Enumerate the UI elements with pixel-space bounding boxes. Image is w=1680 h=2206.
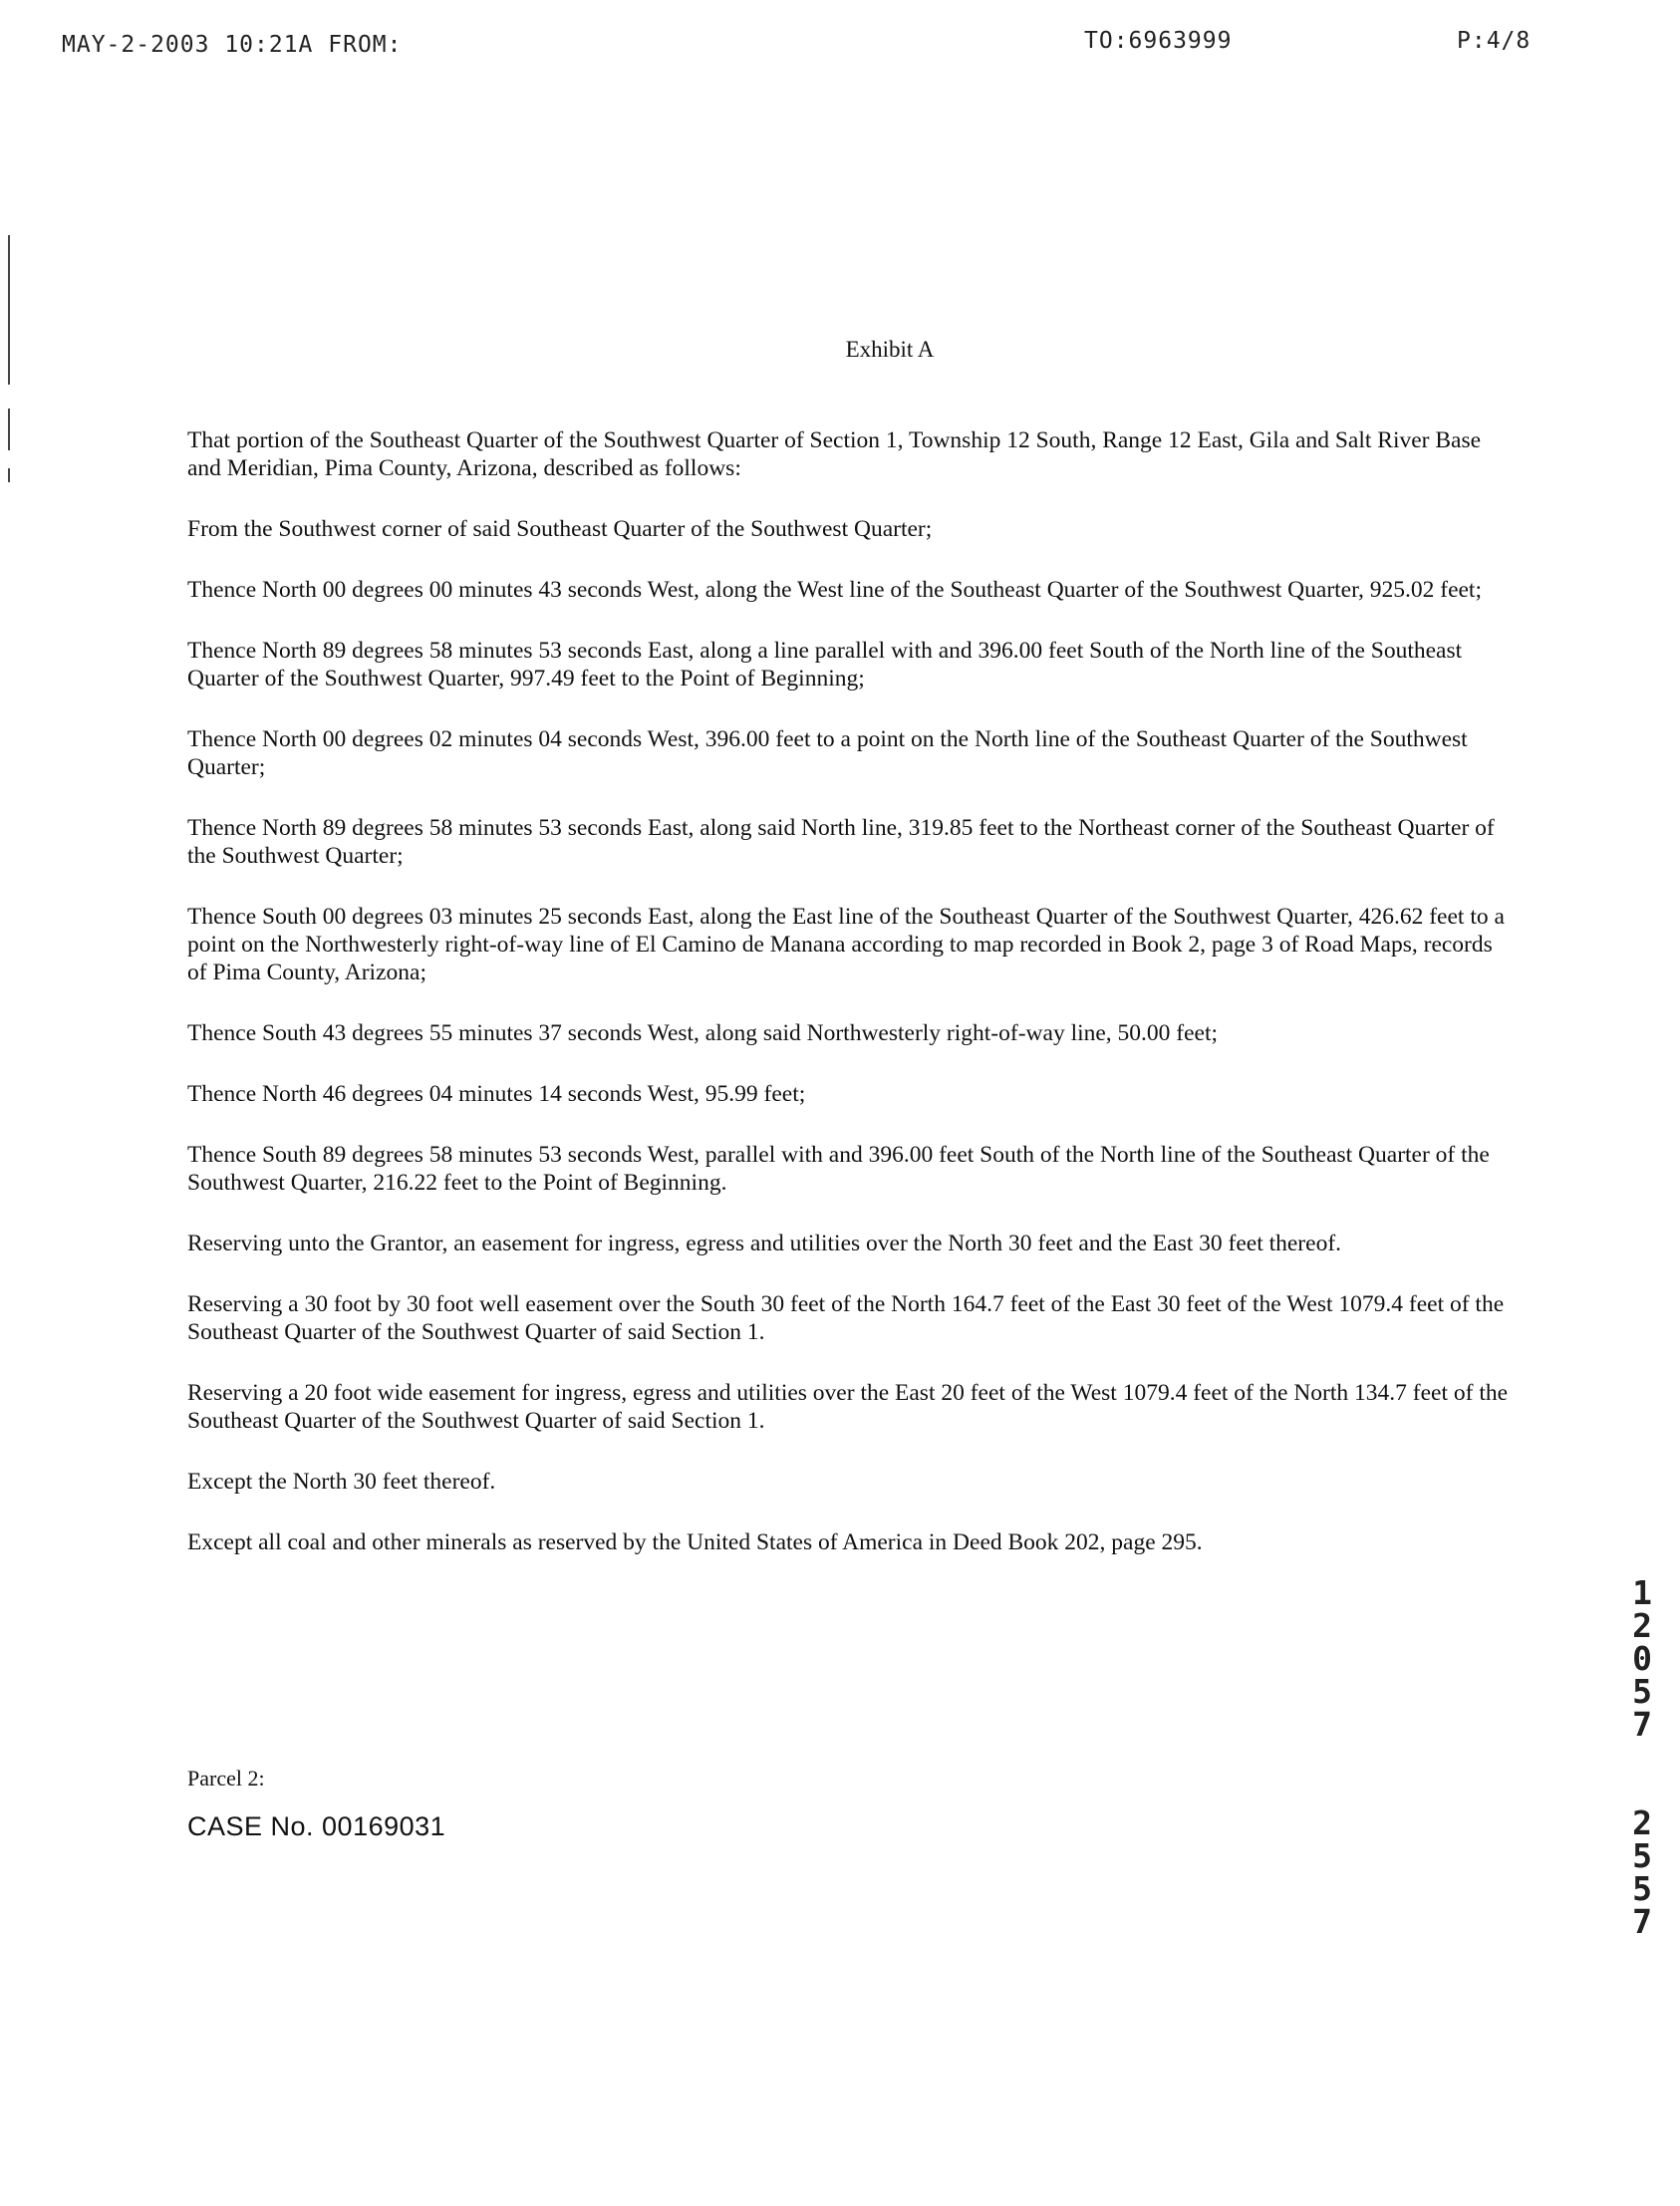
- parcel-label: Parcel 2:: [187, 1766, 265, 1791]
- paragraph-reservation-1: Reserving unto the Grantor, an easement for ingress, egress and utilities over the North 30 feet and the East 30 feet thereof.: [187, 1231, 1342, 1256]
- stamp-digit: 1: [1632, 1573, 1652, 1612]
- stamp-digit: 5: [1632, 1672, 1652, 1711]
- paragraph-course-7: Thence North 46 degrees 04 minutes 14 seconds West, 95.99 feet;: [187, 1081, 806, 1107]
- fax-header: [0, 24, 1680, 64]
- paragraph-from: From the Southwest corner of said Southeast Quarter of the Southwest Quarter;: [187, 516, 933, 542]
- stamp-spacer: [1622, 1741, 1662, 1806]
- stamp-digit: 5: [1632, 1869, 1652, 1908]
- fax-recipient: TO:6963999: [1084, 28, 1233, 54]
- paragraph-exception-2: Except all coal and other minerals as reserved by the United States of America in Deed Book 202, page 295.: [187, 1529, 1203, 1555]
- fax-date-time: MAY-2-2003 10:21A FROM:: [62, 32, 403, 58]
- fax-page-number: P:4/8: [1457, 28, 1532, 54]
- scan-margin-line: [8, 468, 10, 482]
- paragraph-reservation-2: Reserving a 30 foot by 30 foot well easement over the South 30 feet of the North 164.7 feet of the East 30 feet of the West 1079.4 feet of the Southeast Quarter of the Southwest Quarter of said Section 1.: [187, 1291, 1505, 1345]
- case-number: CASE No. 00169031: [187, 1811, 446, 1841]
- paragraph-course-2: Thence North 89 degrees 58 minutes 53 seconds East, along a line parallel with and 396.00 feet South of the North line of the Southeast Quarter of the Southwest Quarter, 997.49 feet to the Point of Beginning;: [187, 638, 1463, 691]
- stamp-digit: 7: [1632, 1705, 1652, 1744]
- docket-stamp: [1622, 1573, 1662, 1941]
- paragraph-reservation-3: Reserving a 20 foot wide easement for ingress, egress and utilities over the East 20 feet of the West 1079.4 feet of the North 134.7 feet of the Southeast Quarter of the Southwest Quarter of said Section 1.: [187, 1380, 1509, 1434]
- scan-margin-line: [8, 409, 10, 450]
- legal-description: [187, 426, 1513, 1589]
- paragraph-course-5: Thence South 00 degrees 03 minutes 25 seconds East, along the East line of the Southeast Quarter of the Southwest Quarter, 426.62 feet to a point on the Northwesterly right-of-way line of El Camino de Manana according to map recorded in Book 2, page 3 of Road Maps, records of Pima County, Arizona;: [187, 904, 1505, 985]
- stamp-digit: 2: [1632, 1606, 1652, 1645]
- paragraph-course-4: Thence North 89 degrees 58 minutes 53 seconds East, along said North line, 319.85 feet to the Northeast corner of the Southeast Quarter of the Southwest Quarter;: [187, 815, 1495, 869]
- exhibit-title: Exhibit A: [845, 337, 935, 362]
- paragraph-course-8: Thence South 89 degrees 58 minutes 53 seconds West, parallel with and 396.00 feet South of the North line of the Southeast Quarter of the Southwest Quarter, 216.22 feet to the Point of Beginning.: [187, 1142, 1490, 1196]
- paragraph-intro: That portion of the Southeast Quarter of the Southwest Quarter of Section 1, Township 12 South, Range 12 East, Gila and Salt River Base and Meridian, Pima County, Arizona, described as follows:: [187, 427, 1482, 481]
- paragraph-course-3: Thence North 00 degrees 02 minutes 04 seconds West, 396.00 feet to a point on the North line of the Southeast Quarter of the Southwest Quarter;: [187, 726, 1468, 780]
- stamp-digit: 0: [1632, 1639, 1652, 1678]
- stamp-digit: 2: [1632, 1803, 1652, 1842]
- stamp-digit: 7: [1632, 1902, 1652, 1941]
- paragraph-course-1: Thence North 00 degrees 00 minutes 43 seconds West, along the West line of the Southeast Quarter of the Southwest Quarter, 925.02 feet;: [187, 577, 1482, 603]
- stamp-digit: 5: [1632, 1836, 1652, 1875]
- paragraph-exception-1: Except the North 30 feet thereof.: [187, 1469, 496, 1495]
- paragraph-course-6: Thence South 43 degrees 55 minutes 37 seconds West, along said Northwesterly right-of-way line, 50.00 feet;: [187, 1020, 1219, 1046]
